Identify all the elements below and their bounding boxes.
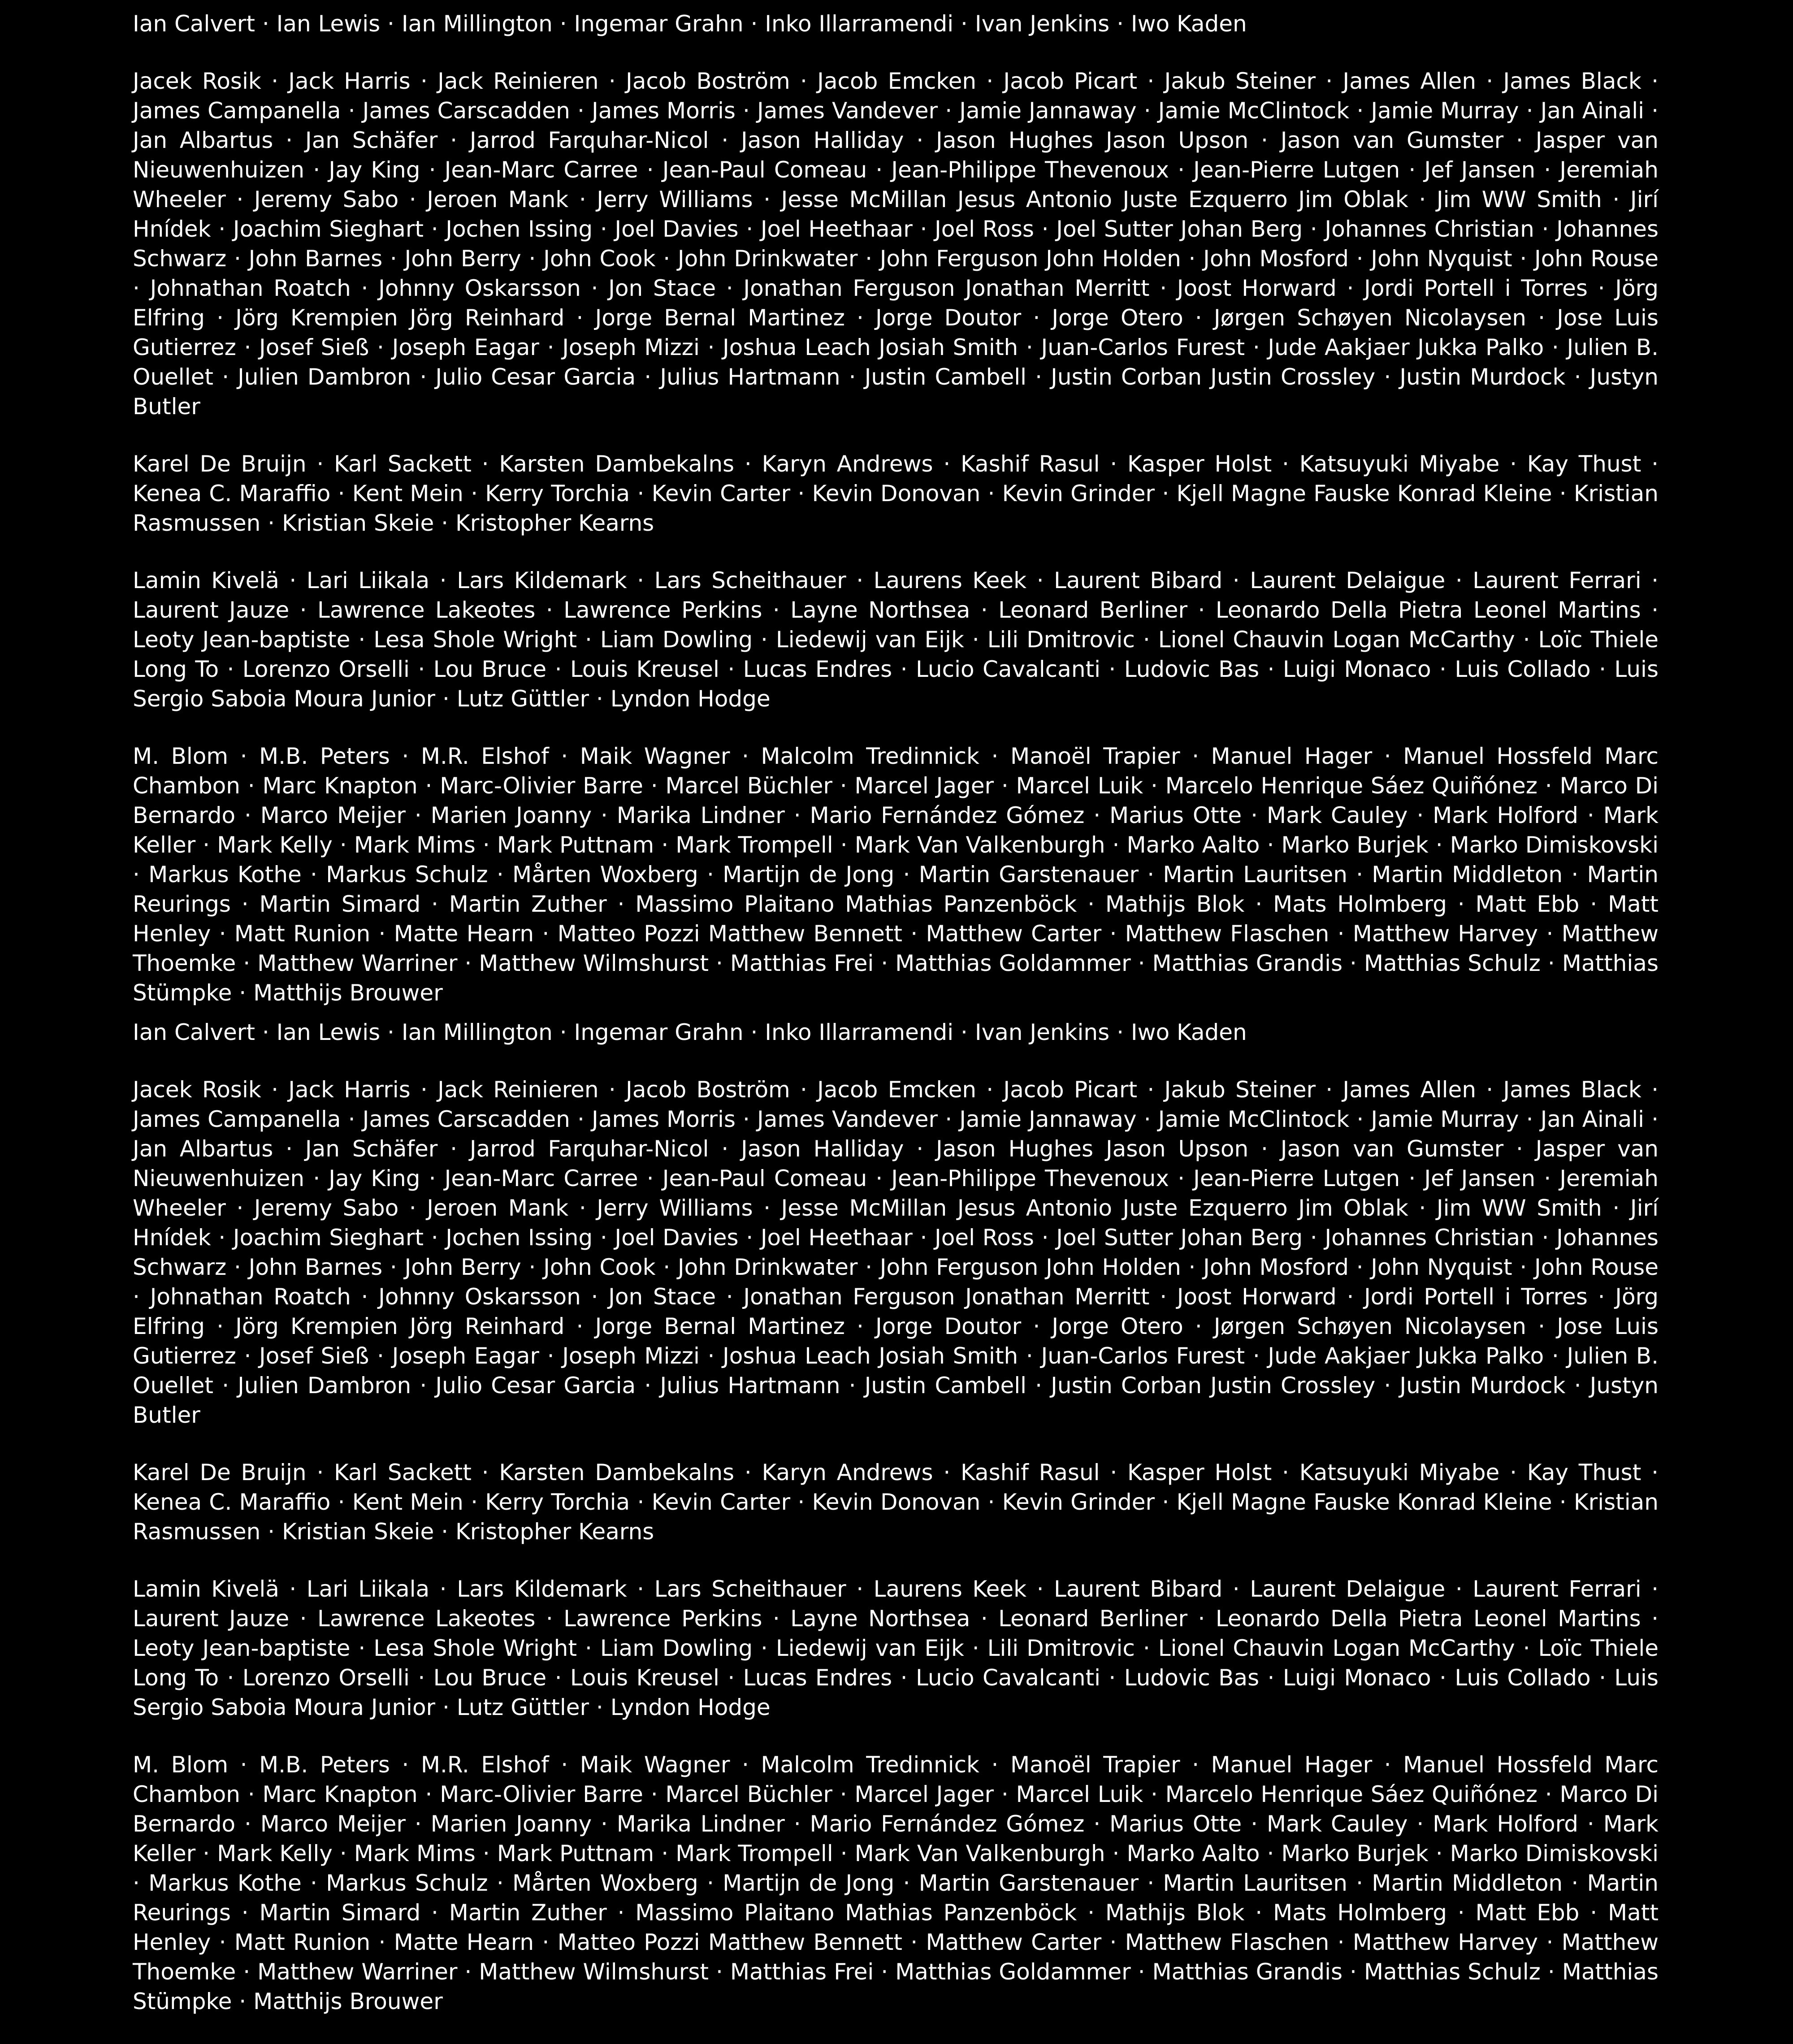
credits-section-m: M. Blom · M.B. Peters · M.R. Elshof · Maik Wagner · Malcolm Tredinnick · Manoël Trapier · Manuel Hager · Manuel Hossfeld Marc Chambon · Marc Knapton · Marc-Olivier Barre · Marcel Büchler · Marcel Jager · Marcel Luik · Marcelo Henrique Sáez Quiñónez · Marco Di Bernardo · Marco Meijer · Marien Joanny · Marika Lindner · Mario Fernández Gómez · Marius Otte · Mark Cauley · Mark Holford · Mark Keller · Mark Kelly · Mark Mims · Mark Puttnam · Mark Trompell · Mark Van Valkenburgh · Marko Aalto · Marko Burjek · Marko Dimiskovski · Markus Kothe · Markus Schulz · Mårten Woxberg · Martijn de Jong · Martin Garstenauer · Martin Lauritsen · Martin Middleton · Martin Reurings · Martin Simard · Martin Zuther · Massimo Plaitano Mathias Panzenböck · Mathijs Blok · Mats Holmberg · Matt Ebb · Matt Henley · Matt Runion · Matte Hearn · Matteo Pozzi Matthew Bennett · Matthew Carter · Matthew Flaschen · Matthew Harvey · Matthew Thoemke · Matthew Warriner · Matthew Wilmshurst · Matthias Frei · Matthias Goldammer · Matthias Grandis · Matthias Schulz · Matthias Stümpke · Matthijs Brouwer: [133, 743, 1659, 1006]
credits-section-k: Karel De Bruijn · Karl Sackett · Karsten Dambekalns · Karyn Andrews · Kashif Rasul · Kasper Holst · Katsuyuki Miyabe · Kay Thust · Kenea C. Maraffio · Kent Mein · Kerry Torchia · Kevin Carter · Kevin Donovan · Kevin Grinder · Kjell Magne Fauske Konrad Kleine · Kristian Rasmussen · Kristian Skeie · Kristopher Kearns: [133, 1459, 1659, 1545]
credits-section-i: Ian Calvert · Ian Lewis · Ian Millington · Ingemar Grahn · Inko Illarramendi · Ivan Jenkins · Iwo Kaden: [133, 11, 1247, 37]
credits-section-m: M. Blom · M.B. Peters · M.R. Elshof · Maik Wagner · Malcolm Tredinnick · Manoël Trapier · Manuel Hager · Manuel Hossfeld Marc Chambon · Marc Knapton · Marc-Olivier Barre · Marcel Büchler · Marcel Jager · Marcel Luik · Marcelo Henrique Sáez Quiñónez · Marco Di Bernardo · Marco Meijer · Marien Joanny · Marika Lindner · Mario Fernández Gómez · Marius Otte · Mark Cauley · Mark Holford · Mark Keller · Mark Kelly · Mark Mims · Mark Puttnam · Mark Trompell · Mark Van Valkenburgh · Marko Aalto · Marko Burjek · Marko Dimiskovski · Markus Kothe · Markus Schulz · Mårten Woxberg · Martijn de Jong · Martin Garstenauer · Martin Lauritsen · Martin Middleton · Martin Reurings · Martin Simard · Martin Zuther · Massimo Plaitano Mathias Panzenböck · Mathijs Blok · Mats Holmberg · Matt Ebb · Matt Henley · Matt Runion · Matte Hearn · Matteo Pozzi Matthew Bennett · Matthew Carter · Matthew Flaschen · Matthew Harvey · Matthew Thoemke · Matthew Warriner · Matthew Wilmshurst · Matthias Frei · Matthias Goldammer · Matthias Grandis · Matthias Schulz · Matthias Stümpke · Matthijs Brouwer: [133, 1752, 1659, 2014]
credits-section-l: Lamin Kivelä · Lari Liikala · Lars Kildemark · Lars Scheithauer · Laurens Keek · Laurent Bibard · Laurent Delaigue · Laurent Ferrari · Laurent Jauze · Lawrence Lakeotes · Lawrence Perkins · Layne Northsea · Leonard Berliner · Leonardo Della Pietra Leonel Martins · Leoty Jean-baptiste · Lesa Shole Wright · Liam Dowling · Liedewij van Eijk · Lili Dmitrovic · Lionel Chauvin Logan McCarthy · Loïc Thiele Long To · Lorenzo Orselli · Lou Bruce · Louis Kreusel · Lucas Endres · Lucio Cavalcanti · Ludovic Bas · Luigi Monaco · Luis Collado · Luis Sergio Saboia Moura Junior · Lutz Güttler · Lyndon Hodge: [133, 1576, 1659, 1720]
credits-block-repeat: [133, 1018, 1659, 2044]
credits-section-k: Karel De Bruijn · Karl Sackett · Karsten Dambekalns · Karyn Andrews · Kashif Rasul · Kasper Holst · Katsuyuki Miyabe · Kay Thust · Kenea C. Maraffio · Kent Mein · Kerry Torchia · Kevin Carter · Kevin Donovan · Kevin Grinder · Kjell Magne Fauske Konrad Kleine · Kristian Rasmussen · Kristian Skeie · Kristopher Kearns: [133, 451, 1659, 536]
credits-section-i: Ian Calvert · Ian Lewis · Ian Millington · Ingemar Grahn · Inko Illarramendi · Ivan Jenkins · Iwo Kaden: [133, 1019, 1247, 1045]
credits-section-l: Lamin Kivelä · Lari Liikala · Lars Kildemark · Lars Scheithauer · Laurens Keek · Laurent Bibard · Laurent Delaigue · Laurent Ferrari · Laurent Jauze · Lawrence Lakeotes · Lawrence Perkins · Layne Northsea · Leonard Berliner · Leonardo Della Pietra Leonel Martins · Leoty Jean-baptiste · Lesa Shole Wright · Liam Dowling · Liedewij van Eijk · Lili Dmitrovic · Lionel Chauvin Logan McCarthy · Loïc Thiele Long To · Lorenzo Orselli · Lou Bruce · Louis Kreusel · Lucas Endres · Lucio Cavalcanti · Ludovic Bas · Luigi Monaco · Luis Collado · Luis Sergio Saboia Moura Junior · Lutz Güttler · Lyndon Hodge: [133, 567, 1659, 712]
credits-section-j: Jacek Rosik · Jack Harris · Jack Reinieren · Jacob Boström · Jacob Emcken · Jacob Picart · Jakub Steiner · James Allen · James Black · James Campanella · James Carscadden · James Morris · James Vandever · Jamie Jannaway · Jamie McClintock · Jamie Murray · Jan Ainali · Jan Albartus · Jan Schäfer · Jarrod Farquhar-Nicol · Jason Halliday · Jason Hughes Jason Upson · Jason van Gumster · Jasper van Nieuwenhuizen · Jay King · Jean-Marc Carree · Jean-Paul Comeau · Jean-Philippe Thevenoux · Jean-Pierre Lutgen · Jef Jansen · Jeremiah Wheeler · Jeremy Sabo · Jeroen Mank · Jerry Williams · Jesse McMillan Jesus Antonio Juste Ezquerro Jim Oblak · Jim WW Smith · Jirí Hnídek · Joachim Sieghart · Jochen Issing · Joel Davies · Joel Heethaar · Joel Ross · Joel Sutter Johan Berg · Johannes Christian · Johannes Schwarz · John Barnes · John Berry · John Cook · John Drinkwater · John Ferguson John Holden · John Mosford · John Nyquist · John Rouse · Johnathan Roatch · Johnny Oskarsson · Jon Stace · Jonathan Ferguson Jonathan Merritt · Joost Horward · Jordi Portell i Torres · Jörg Elfring · Jörg Krempien Jörg Reinhard · Jorge Bernal Martinez · Jorge Doutor · Jorge Otero · Jørgen Schøyen Nicolaysen · Jose Luis Gutierrez · Josef Sieß · Joseph Eagar · Joseph Mizzi · Joshua Leach Josiah Smith · Juan-Carlos Furest · Jude Aakjaer Jukka Palko · Julien B. Ouellet · Julien Dambron · Julio Cesar Garcia · Julius Hartmann · Justin Cambell · Justin Corban Justin Crossley · Justin Murdock · Justyn Butler: [133, 68, 1659, 420]
credits-block: [133, 9, 1659, 1035]
credits-section-j: Jacek Rosik · Jack Harris · Jack Reinieren · Jacob Boström · Jacob Emcken · Jacob Picart · Jakub Steiner · James Allen · James Black · James Campanella · James Carscadden · James Morris · James Vandever · Jamie Jannaway · Jamie McClintock · Jamie Murray · Jan Ainali · Jan Albartus · Jan Schäfer · Jarrod Farquhar-Nicol · Jason Halliday · Jason Hughes Jason Upson · Jason van Gumster · Jasper van Nieuwenhuizen · Jay King · Jean-Marc Carree · Jean-Paul Comeau · Jean-Philippe Thevenoux · Jean-Pierre Lutgen · Jef Jansen · Jeremiah Wheeler · Jeremy Sabo · Jeroen Mank · Jerry Williams · Jesse McMillan Jesus Antonio Juste Ezquerro Jim Oblak · Jim WW Smith · Jirí Hnídek · Joachim Sieghart · Jochen Issing · Joel Davies · Joel Heethaar · Joel Ross · Joel Sutter Johan Berg · Johannes Christian · Johannes Schwarz · John Barnes · John Berry · John Cook · John Drinkwater · John Ferguson John Holden · John Mosford · John Nyquist · John Rouse · Johnathan Roatch · Johnny Oskarsson · Jon Stace · Jonathan Ferguson Jonathan Merritt · Joost Horward · Jordi Portell i Torres · Jörg Elfring · Jörg Krempien Jörg Reinhard · Jorge Bernal Martinez · Jorge Doutor · Jorge Otero · Jørgen Schøyen Nicolaysen · Jose Luis Gutierrez · Josef Sieß · Joseph Eagar · Joseph Mizzi · Joshua Leach Josiah Smith · Juan-Carlos Furest · Jude Aakjaer Jukka Palko · Julien B. Ouellet · Julien Dambron · Julio Cesar Garcia · Julius Hartmann · Justin Cambell · Justin Corban Justin Crossley · Justin Murdock · Justyn Butler: [133, 1077, 1659, 1428]
